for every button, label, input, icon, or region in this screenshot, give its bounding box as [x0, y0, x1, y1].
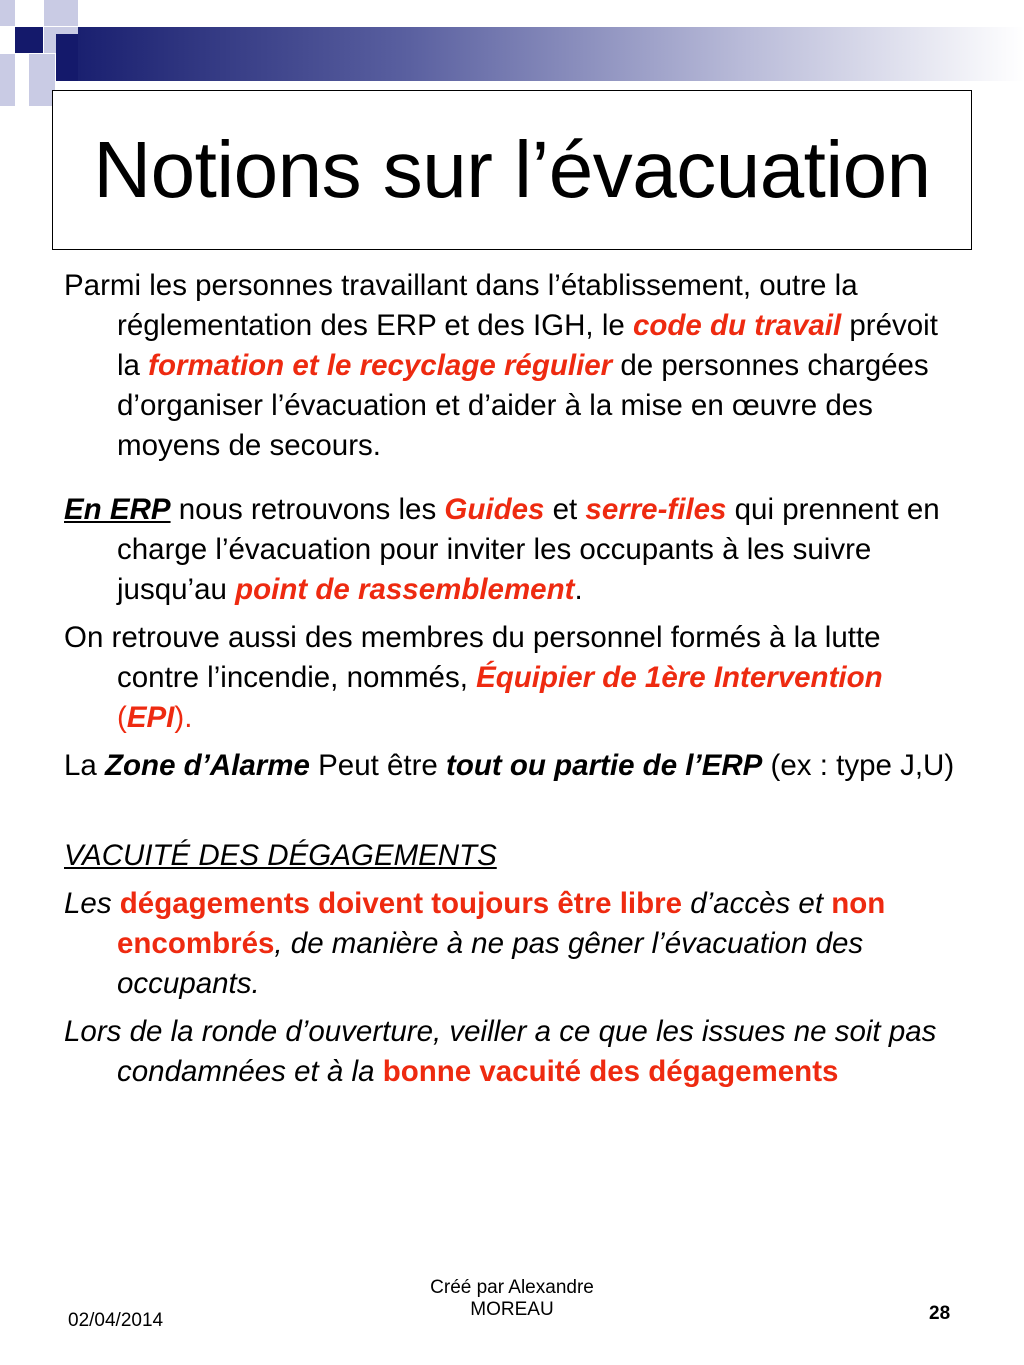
footer-author-line1: Créé par Alexandre — [430, 1277, 594, 1298]
section-heading — [64, 836, 964, 876]
highlight-text: code du travail — [632, 309, 842, 342]
header-gradient-bar — [78, 27, 1024, 81]
highlight-text: EPI — [126, 701, 175, 734]
text-run: , de manière à ne pas gêner l’évacuation des occupants. — [117, 927, 864, 1000]
paragraph-epi — [64, 618, 964, 738]
bold-text: tout ou partie de l’ERP — [446, 749, 763, 782]
page-number: 28 — [929, 1303, 951, 1324]
text-run: ( — [117, 701, 127, 734]
underlined-label: En ERP — [64, 493, 171, 526]
slide-body — [64, 266, 964, 1092]
highlight-text: dégagements doivent toujours être libre — [119, 887, 683, 920]
bold-text: Zone d’Alarme — [105, 749, 310, 782]
title-box — [52, 90, 972, 250]
highlight-text: Guides — [444, 493, 545, 526]
text-run: Parmi les personnes travaillant dans l’établissement, outre la réglementation des ERP et des IGH, le — [64, 269, 858, 342]
footer-author — [392, 1277, 632, 1321]
text-run: d’accès et — [682, 887, 832, 920]
text-run: . — [574, 573, 583, 606]
paragraph-degagements — [64, 884, 964, 1004]
highlight-text: point de rassemblement — [235, 573, 575, 606]
text-run: Lors de la ronde d’ouverture, veiller a ce que les issues ne soit pas condamnées et à la — [64, 1015, 937, 1088]
text-run: de personnes chargées d’organiser l’évacuation et d’aider à la mise en œuvre des moyens de secours. — [117, 349, 929, 462]
highlight-text: bonne vacuité des dégagements — [382, 1055, 839, 1088]
highlight-text: formation et le recyclage régulier — [148, 349, 613, 382]
highlight-text: Équipier de 1ère Intervention — [476, 661, 883, 694]
paragraph-zone-alarme — [64, 746, 964, 786]
decor-square — [15, 27, 43, 53]
paragraph-guides — [64, 490, 964, 610]
decor-square — [0, 0, 15, 26]
text-run: Peut être — [309, 749, 447, 782]
decor-square — [56, 34, 78, 81]
section-heading-text: VACUITÉ DES DÉGAGEMENTS — [64, 839, 497, 872]
highlight-text: serre-files — [585, 493, 727, 526]
text-run: prévoit la — [117, 309, 938, 382]
paragraph-code-travail — [64, 266, 964, 466]
text-run: nous retrouvons les — [170, 493, 445, 526]
slide-title: Notions sur l’évacuation — [93, 125, 931, 214]
decor-square — [44, 0, 78, 26]
text-run: ). — [174, 701, 193, 734]
footer-author-line2: MOREAU — [470, 1299, 554, 1320]
text-run: Les — [64, 887, 120, 920]
text-run: qui prennent en charge l’évacuation pour inviter les occupants à les suivre jusqu’au — [117, 493, 940, 606]
highlight-text: non encombrés — [117, 887, 886, 960]
text-run: et — [544, 493, 586, 526]
text-run: La — [64, 749, 106, 782]
paragraph-ronde — [64, 1012, 964, 1092]
text-run: On retrouve aussi des membres du personnel formés à la lutte contre l’incendie, nommés, — [64, 621, 881, 694]
decor-square — [0, 54, 15, 106]
text-run: (ex : type J,U) — [762, 749, 955, 782]
footer-date: 02/04/2014 — [68, 1310, 164, 1331]
